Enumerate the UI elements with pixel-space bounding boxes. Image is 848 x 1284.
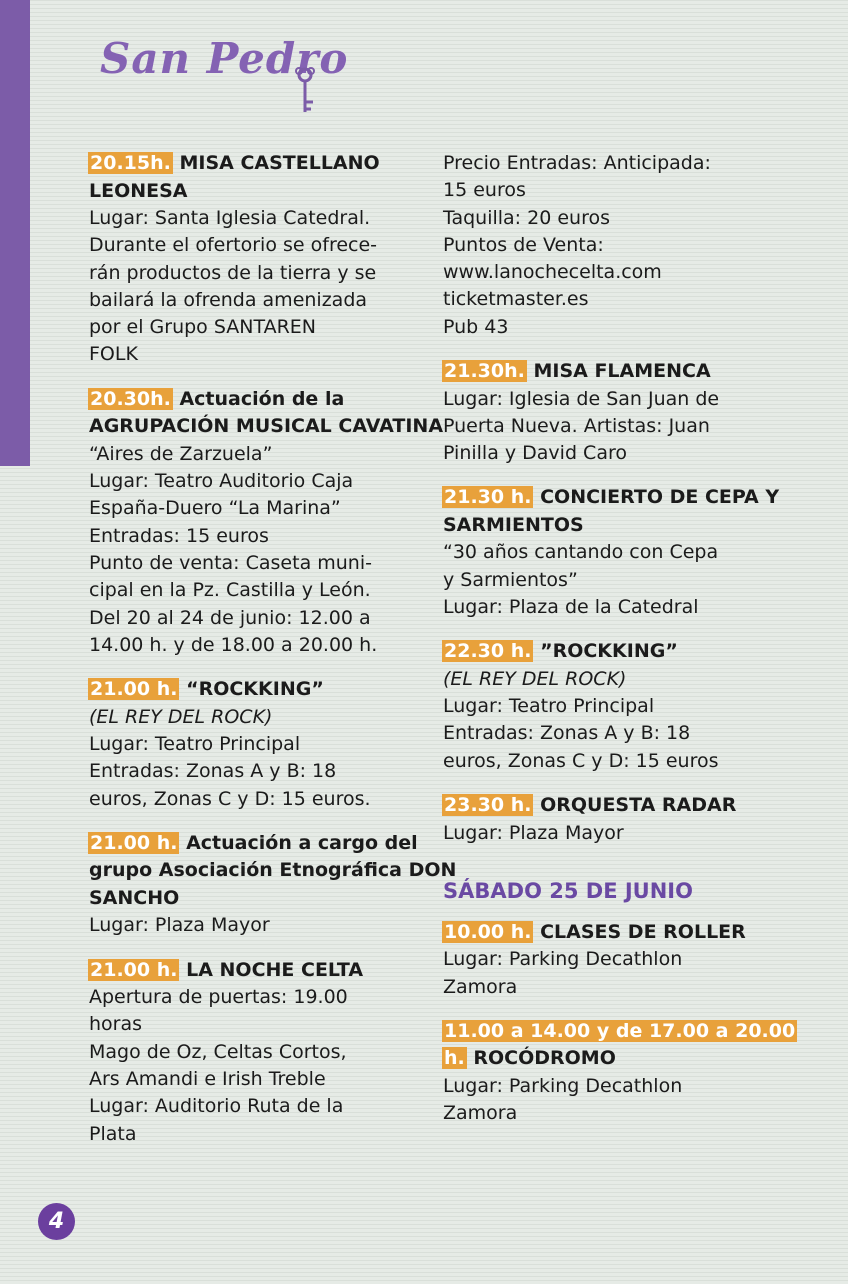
event-detail: Lugar: Plaza Mayor	[89, 914, 270, 937]
event-subtitle: (EL REY DEL ROCK)	[89, 705, 273, 728]
page-number-badge: 4	[38, 1203, 75, 1240]
event-detail: España-Duero “La Marina”	[89, 497, 341, 520]
event-link: ticketmaster.es	[443, 288, 589, 311]
event-detail: Lugar: Parking Decathlon	[443, 1074, 683, 1097]
event-detail: Zamora	[443, 975, 518, 998]
event-subtitle: (EL REY DEL ROCK)	[443, 667, 627, 690]
event-block	[89, 386, 459, 659]
event-detail: 14.00 h. y de 18.00 a 20.00 h.	[89, 633, 378, 656]
event-detail: Entradas: Zonas A y B: 18	[89, 760, 337, 783]
event-name: CLASES DE ROLLER	[540, 920, 746, 943]
event-title	[89, 830, 459, 913]
event-time: 21.00 h.	[90, 678, 178, 701]
event-title	[443, 484, 813, 539]
event-detail: Lugar: Plaza de la Catedral	[443, 596, 699, 619]
event-name: MISA CASTELLANO LEONESA	[89, 152, 380, 202]
day-heading: SÁBADO 25 DE JUNIO	[443, 878, 693, 903]
event-name: ”ROCKKING”	[540, 640, 678, 663]
event-detail: Punto de venta: Caseta muni-	[89, 551, 372, 574]
page-header	[100, 28, 349, 118]
event-block	[443, 792, 813, 847]
event-detail: Lugar: Santa Iglesia Catedral.	[89, 207, 371, 229]
event-detail: “30 años cantando con Cepa	[443, 541, 719, 564]
event-block	[443, 638, 813, 775]
event-time: 22.30 h.	[444, 640, 532, 663]
event-title	[443, 1018, 813, 1073]
event-detail: bailará la ofrenda amenizada	[89, 288, 368, 311]
event-detail: horas	[89, 1013, 143, 1036]
event-block	[89, 957, 459, 1148]
event-time: 21.30 h.	[444, 486, 532, 509]
event-title	[443, 638, 813, 666]
event-title	[443, 792, 813, 820]
event-link: www.lanochecelta.com	[443, 261, 662, 284]
event-block	[443, 358, 813, 467]
event-name: MISA FLAMENCA	[533, 360, 711, 383]
event-detail: Del 20 al 24 de junio: 12.00 a	[89, 606, 371, 629]
event-time: 11.00 a 14.00 y de 17.00 a 20.00 h.	[444, 1019, 796, 1070]
event-detail: Durante el ofertorio se ofrece-	[89, 234, 378, 257]
event-name: LA NOCHE CELTA	[186, 958, 364, 981]
event-time: 23.30 h.	[444, 794, 532, 817]
event-detail: Precio Entradas: Anticipada:	[443, 152, 711, 174]
event-title	[89, 386, 459, 441]
event-time: 21.30h.	[444, 360, 525, 383]
event-block	[443, 484, 813, 621]
event-detail: Lugar: Teatro Principal	[443, 695, 655, 718]
key-icon	[290, 66, 320, 116]
event-detail: euros, Zonas C y D: 15 euros.	[89, 787, 371, 810]
event-block	[443, 919, 813, 1001]
event-block	[443, 1018, 813, 1128]
event-detail: Lugar: Teatro Auditorio Caja	[89, 470, 354, 493]
event-detail: Lugar: Plaza Mayor	[443, 821, 624, 844]
event-name: Actuación a cargo del grupo Asociación Etnográfica DON SANCHO	[89, 831, 457, 909]
event-block	[89, 676, 459, 813]
event-detail: Lugar: Parking Decathlon	[443, 948, 683, 971]
event-detail: Zamora	[443, 1102, 518, 1125]
event-detail: Entradas: 15 euros	[89, 524, 269, 547]
event-detail: Apertura de puertas: 19.00	[89, 986, 348, 1009]
event-title	[89, 957, 459, 985]
event-name: CONCIERTO DE CEPA Y SARMIENTOS	[443, 486, 780, 536]
event-detail: Puntos de Venta:	[443, 233, 604, 256]
event-detail: Ars Amandi e Irish Treble	[89, 1068, 326, 1091]
event-detail: “Aires de Zarzuela”	[89, 442, 273, 465]
event-detail: Plata	[89, 1122, 137, 1145]
event-name: “ROCKKING”	[186, 678, 324, 701]
event-time: 21.00 h.	[90, 958, 178, 981]
event-detail: Mago de Oz, Celtas Cortos,	[89, 1040, 347, 1063]
event-time: 20.30h.	[90, 387, 171, 410]
event-detail: Pub 43	[443, 315, 509, 338]
event-title	[443, 919, 813, 947]
event-detail: y Sarmientos”	[443, 568, 578, 591]
event-detail: Puerta Nueva. Artistas: Juan	[443, 414, 710, 437]
event-detail: Lugar: Auditorio Ruta de la	[89, 1095, 344, 1118]
event-name: ROCÓDROMO	[473, 1047, 616, 1070]
event-detail: rán productos de la tierra y se	[89, 261, 377, 284]
event-detail: por el Grupo SANTAREN	[89, 316, 317, 339]
event-detail: euros, Zonas C y D: 15 euros	[443, 749, 719, 772]
event-detail: Lugar: Teatro Principal	[89, 732, 301, 755]
event-title	[89, 676, 459, 704]
event-time: 21.00 h.	[90, 831, 178, 854]
left-column	[89, 150, 459, 1165]
event-time: 20.15h.	[90, 152, 171, 174]
event-continuation	[443, 150, 813, 341]
event-title	[89, 150, 459, 205]
event-detail: cipal en la Pz. Castilla y León.	[89, 579, 371, 602]
event-block	[89, 150, 459, 369]
event-detail: 15 euros	[443, 179, 526, 202]
event-detail: Entradas: Zonas A y B: 18	[443, 722, 691, 745]
event-detail: FOLK	[89, 343, 138, 366]
side-accent-bar	[0, 0, 30, 466]
page-title: San Pedro	[100, 34, 349, 83]
event-title	[443, 358, 813, 386]
event-name: ORQUESTA RADAR	[540, 794, 737, 817]
event-detail: Pinilla y David Caro	[443, 442, 627, 465]
event-detail: Lugar: Iglesia de San Juan de	[443, 387, 720, 410]
event-detail: Taquilla: 20 euros	[443, 206, 610, 229]
event-block	[89, 830, 459, 940]
event-time: 10.00 h.	[444, 920, 532, 943]
event-name: Actuación de la AGRUPACIÓN MUSICAL CAVATINA	[89, 387, 444, 438]
right-column	[443, 150, 813, 1145]
